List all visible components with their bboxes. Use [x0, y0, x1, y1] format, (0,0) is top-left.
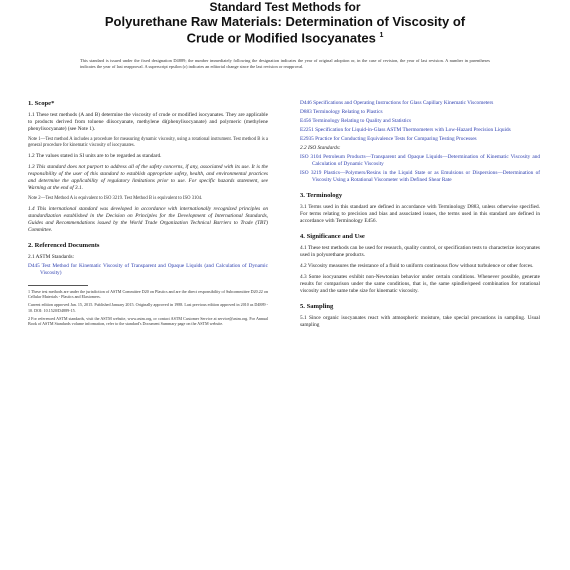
- footnote-1-edition: Current edition approved Jan. 15, 2015. Published January 2015. Originally approved in 1988. Last previous edition approved in 2010 as D4889 - 10. DOI: 10.1520/D4889-15.: [28, 302, 268, 313]
- paragraph-4-2: 4.2 Viscosity measures the resistance of a fluid to uniform continuous flow without turbulence or other forces.: [300, 263, 534, 269]
- footnote-1: 1 These test methods are under the jurisdiction of ASTM Committee D20 on Plastics and are the direct responsibility of Subcommittee D20.22 on Cellular Materials - Plastics and Elastomers.: [28, 289, 268, 300]
- right-column: [300, 100, 540, 333]
- reference-link-iso3104[interactable]: ISO 3104 Petroleum Products—Transparent and Opaque Liquids—Determination of Kinematic Viscosity and Calculation of Dynamic Viscosity: [300, 154, 540, 167]
- reference-link-iso3219[interactable]: ISO 3219 Plastics—Polymers/Resins in the Liquid State or as Emulsions or Dispersions—Determination of Viscosity Using a Rotational Viscometer with Defined Shear Rate: [300, 170, 540, 183]
- reference-link-e2935[interactable]: E2935 Practice for Conducting Equivalence Tests for Comparing Testing Processes: [300, 136, 477, 142]
- document-title: [0, 0, 570, 46]
- reference-link-e2251[interactable]: E2251 Specification for Liquid-in-Glass ASTM Thermometers with Low-Hazard Precision Liquids: [300, 127, 511, 133]
- reference-link-e456[interactable]: E456 Terminology Relating to Quality and Statistics: [300, 118, 412, 124]
- reference-link-d883[interactable]: D883 Terminology Relating to Plastics: [300, 109, 383, 115]
- iso-standards-label: 2.2 ISO Standards:: [300, 145, 341, 151]
- title-line-1: Standard Test Methods for: [209, 0, 361, 14]
- paragraph-3-1: 3.1 Terms used in this standard are defined in accordance with Terminology D883, unless otherwise specified. For terms relating to precision and bias and associated issues, the terms used in this standard are defined in accordance with Terminology E456.: [300, 204, 540, 224]
- paragraph-1-2: 1.2 The values stated in SI units are to be regarded as standard.: [28, 153, 162, 159]
- note-1: Note 1—Test method A includes a procedure for measuring dynamic viscosity, using a rotational instrument. Test method B is a general procedure for kinematic viscosity of isocyanates.: [28, 137, 268, 148]
- footnote-2: 2 For referenced ASTM standards, visit the ASTM website, www.astm.org, or contact ASTM Customer Service at service@astm.org. For Annual Book of ASTM Standards volume information, refer to the standard's Document Summary page on the ASTM website.: [28, 315, 268, 327]
- paragraph-4-3: 4.3 Some isocyanates exhibit non-Newtonian behavior under certain conditions. Whenever possible, generate results for comparison under the same conditions, that is, the same spindle/speed combination for rotational viscosity and the same tube size for kinematic viscosity.: [300, 274, 540, 294]
- section-heading-scope: 1. Scope*: [28, 100, 55, 107]
- title-line-3-text: Crude or Modified Isocyanates: [186, 30, 376, 46]
- section-heading-sampling: 5. Sampling: [300, 303, 334, 310]
- title-line-2: Polyurethane Raw Materials: Determination of Viscosity of: [104, 13, 466, 29]
- paragraph-4-1: 4.1 These test methods can be used for research, quality control, or specification tests to characterize isocyanates used in polyurethane products.: [300, 245, 540, 258]
- reference-link-d446[interactable]: D446 Specifications and Operating Instructions for Glass Capillary Kinematic Viscometers: [300, 100, 494, 106]
- section-heading-terminology: 3. Terminology: [300, 192, 343, 199]
- section-heading-significance: 4. Significance and Use: [300, 233, 365, 240]
- reference-link-d445[interactable]: D445 Test Method for Kinematic Viscosity of Transparent and Opaque Liquids (and Calculation of Dynamic Viscosity): [28, 263, 268, 276]
- astm-standards-label: 2.1 ASTM Standards:: [28, 254, 75, 260]
- note-2: Note 2—Test Method A is equivalent to ISO 3219. Test Method B is equivalent to ISO 3104.: [28, 196, 203, 201]
- title-footnote-marker: 1: [379, 32, 384, 39]
- paragraph-1-3: 1.3 This standard does not purport to address all of the safety concerns, if any, associated with its use. It is the responsibility of the user of this standard to establish appropriate safety, health, and environmental practices and determine the applicability of regulatory limitations prior to use. For specific hazards statement, see Warning at the end of 3.1.: [28, 164, 268, 191]
- footnote-divider: [28, 285, 88, 286]
- designation-preamble: This standard is issued under the fixed designation D4889; the number immediately following the designation indicates the year of original adoption or, in the case of revision, the year of last revision. A number in parentheses indicates the year of last reapproval. A superscript epsilon (ε) indicates an editorial change since the last revision or reapproval.: [80, 58, 490, 69]
- left-column: [28, 100, 268, 329]
- section-heading-referenced-documents: 2. Referenced Documents: [28, 242, 100, 249]
- paragraph-1-4: 1.4 This international standard was developed in accordance with internationally recognized principles on standardization established in the Decision on Principles for the Development of International Standards, Guides and Recommendations issued by the World Trade Organization Technical Barriers to Trade (TBT) Committee.: [28, 206, 268, 233]
- paragraph-1-1: 1.1 These test methods (A and B) determine the viscosity of crude or modified isocyanates. They are applicable to products derived from toluene diisocyanate, methylene di(phenylisocyanate) and polymeric (methylene phenylisocyanate) (see Note 1).: [28, 112, 268, 132]
- paragraph-5-1: 5.1 Since organic isocyanates react with atmospheric moisture, take special precautions in sampling. Usual sampling: [300, 315, 540, 328]
- title-line-3: [0, 29, 570, 46]
